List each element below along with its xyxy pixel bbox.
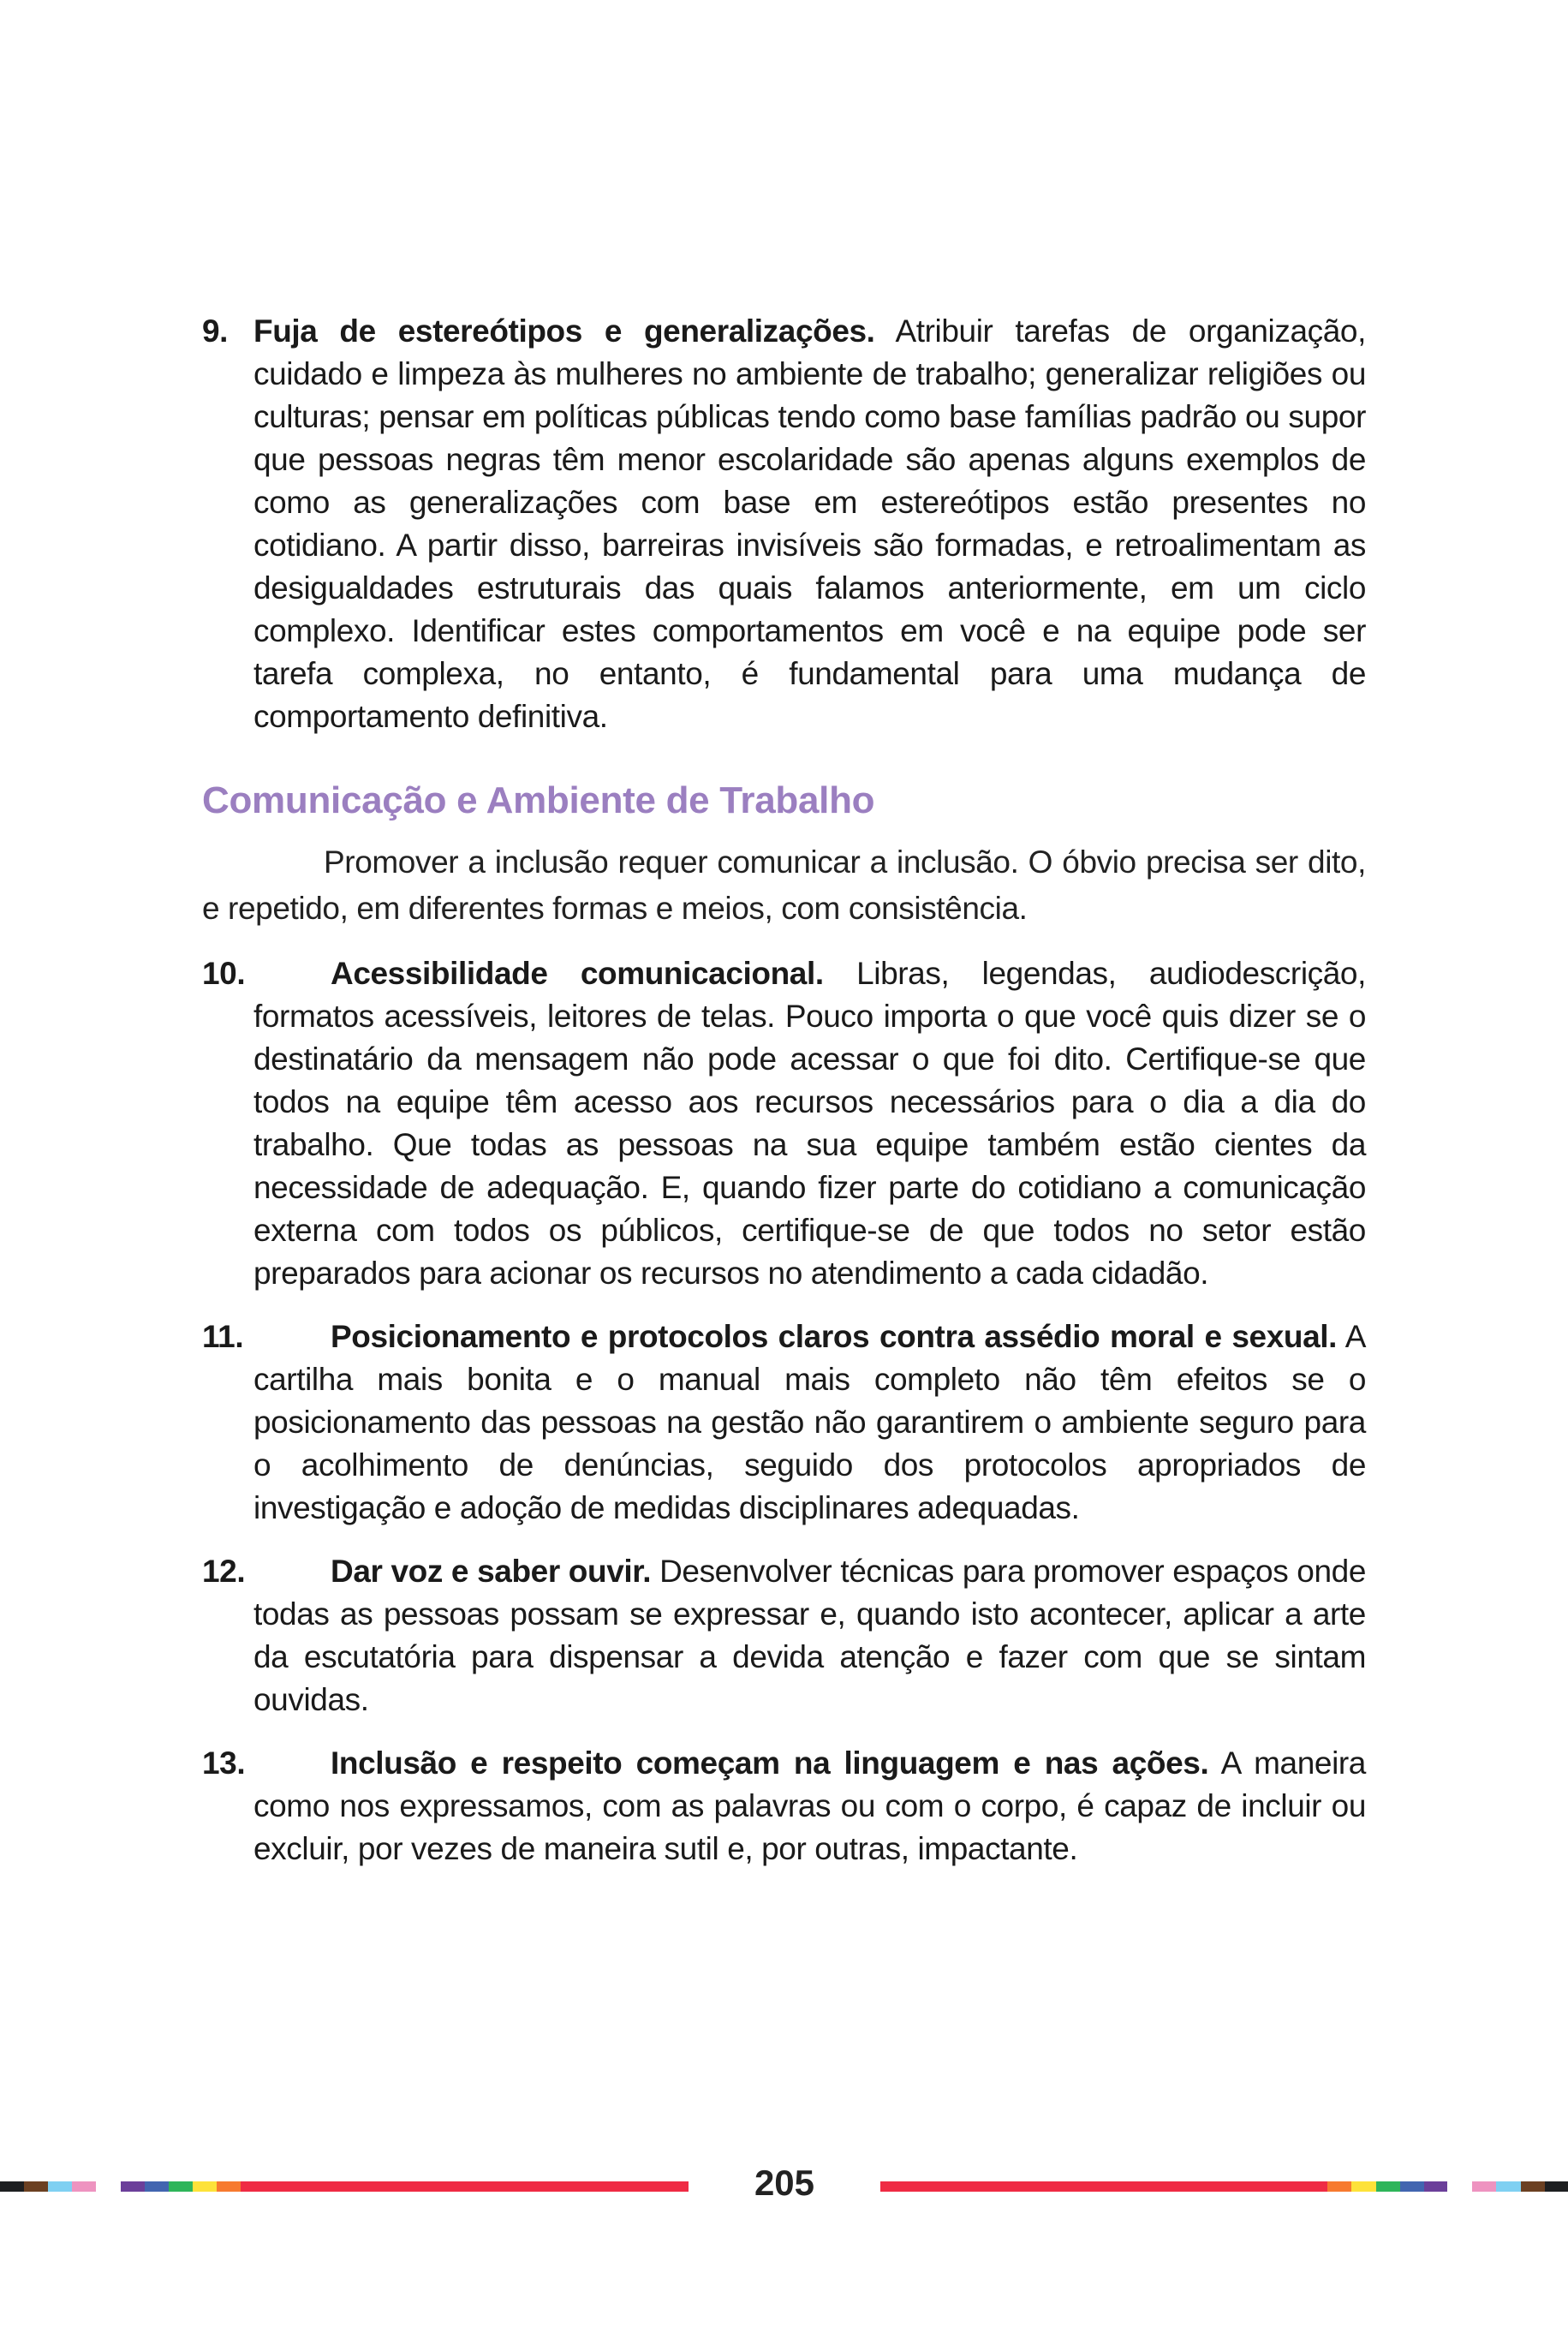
list-item-body: Libras, legendas, audiodescrição, formatos acessíveis, leitores de telas. Pouco importa o que você quis dizer se o destinatário da mensagem não pode acessar o que foi dito. Certifique-se que todos na equipe têm acesso aos recursos necessários para o dia a dia do trabalho. Que todas as pessoas na sua equipe também estão cientes da necessidade de adequação. E, quando fizer parte do cotidiano a comunicação externa com todos os públicos, certifique-se de que todos no setor estão preparados para acionar os recursos no atendimento a cada cidadão. [253, 956, 1366, 1291]
list-number: 11. [202, 1319, 244, 1354]
list-number: 10. [202, 956, 246, 991]
color-segment-green [169, 2181, 193, 2192]
list-number: 12. [202, 1554, 246, 1589]
list-item-body: Desenvolver técnicas para promover espaços onde todas as pessoas possam se expressar e, quando isto acontecer, aplicar a arte da escutatória para dispensar a devida atenção e fazer com que se sintam ouvidas. [253, 1554, 1367, 1717]
list-item-body: A maneira como nos expressamos, com as palavras ou com o corpo, é capaz de incluir ou excluir, por vezes de maneira sutil e, por outras, impactante. [253, 1745, 1366, 1866]
list-item-12 [202, 1550, 1366, 1721]
list-item-body: A cartilha mais bonita e o manual mais completo não têm efeitos se o posicionamento das pessoas na gestão não garantirem o ambiente seguro para o acolhimento de denúncias, seguido dos protocolos apropriados de investigação e adoção de medidas disciplinares adequadas. [253, 1319, 1366, 1525]
color-segment-red-left [241, 2181, 689, 2192]
color-segment-purple [121, 2181, 145, 2192]
list-item-title: Inclusão e respeito começam na linguagem e nas ações. [331, 1745, 1209, 1781]
color-segment-red-right [880, 2181, 1327, 2192]
color-segment-pink [72, 2181, 96, 2192]
list-item-9 [202, 310, 1366, 738]
color-segment-orange [217, 2181, 241, 2192]
color-segment-brown [24, 2181, 48, 2192]
color-segment-orange [1327, 2181, 1351, 2192]
color-segment-yellow [193, 2181, 217, 2192]
color-segment-black [1545, 2181, 1568, 2192]
color-segment-green [1376, 2181, 1400, 2192]
color-segment-purple [1424, 2181, 1447, 2192]
list-item-body: Atribuir tarefas de organização, cuidado e limpeza às mulheres no ambiente de trabalho; generalizar religiões ou culturas; pensar em políticas públicas tendo como base famílias padrão ou supor que pessoas negras têm menor escolaridade são apenas alguns exemplos de como as generalizações com base em estereótipos estão presentes no cotidiano. A partir disso, barreiras invisíveis são formadas, e retroalimentam as desigualdades estruturais das quais falamos anteriormente, em um ciclo complexo. Identificar estes comportamentos em você e na equipe pode ser tarefa complexa, no entanto, é fundamental para uma mudança de comportamento definitiva. [253, 313, 1366, 734]
color-segment-black [0, 2181, 24, 2192]
color-segment-blue [145, 2181, 169, 2192]
list-item-title: Dar voz e saber ouvir. [331, 1554, 652, 1589]
page-content [202, 310, 1366, 1891]
section-intro: Promover a inclusão requer comunicar a inclusão. O óbvio precisa ser dito, e repetido, em diferentes formas e meios, com consistência. [202, 844, 1366, 926]
list-number: 13. [202, 1745, 246, 1781]
list-number: 9. [202, 313, 229, 349]
list-item-13 [202, 1742, 1366, 1871]
color-segment-pink [1472, 2181, 1496, 2192]
list-item-title: Fuja de estereótipos e generalizações. [253, 313, 875, 349]
list-item-11 [202, 1316, 1366, 1530]
list-item-title: Posicionamento e protocolos claros contra assédio moral e sexual. [331, 1319, 1338, 1354]
color-segment-light-blue [48, 2181, 72, 2192]
color-segment-brown [1521, 2181, 1545, 2192]
list-item-10 [202, 952, 1366, 1295]
color-segment-blue [1400, 2181, 1424, 2192]
list-item-title: Acessibilidade comunicacional. [331, 956, 824, 991]
section-heading: Comunicação e Ambiente de Trabalho [202, 779, 875, 821]
page-number: 205 [754, 2163, 815, 2203]
color-segment-light-blue [1496, 2181, 1521, 2192]
color-segment-yellow [1351, 2181, 1376, 2192]
